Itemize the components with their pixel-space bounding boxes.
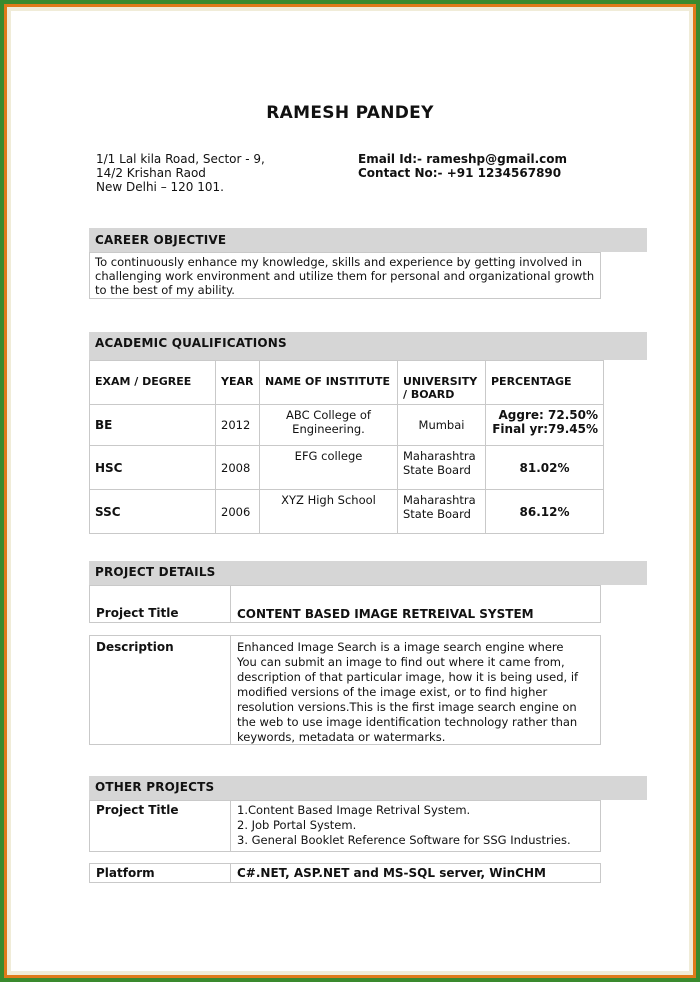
divider xyxy=(230,636,231,744)
platform-label: Platform xyxy=(96,866,155,880)
institute-cell: ABC College of Engineering. xyxy=(260,405,398,446)
table-row xyxy=(90,446,604,490)
career-line: challenging work environment and utilize them for personal and organizational growth xyxy=(95,269,595,283)
address-line: 1/1 Lal kila Road, Sector - 9, xyxy=(96,152,265,166)
project-title-label: Project Title xyxy=(96,606,179,620)
project-title-row xyxy=(89,585,601,623)
board-cell xyxy=(398,490,486,534)
description-line: You can submit an image to find out where it came from, xyxy=(237,655,565,669)
platform-row xyxy=(89,863,601,883)
col-board-header: UNIVERSITY / BOARD xyxy=(398,361,486,405)
list-item: 3. General Booklet Reference Software for SSG Industries. xyxy=(237,833,571,847)
year-cell: 2008 xyxy=(216,446,260,490)
exam-cell: HSC xyxy=(90,446,216,490)
career-line: to the best of my ability. xyxy=(95,283,235,297)
description-line: Enhanced Image Search is a image search engine where xyxy=(237,640,564,654)
percentage-cell: 81.02% xyxy=(486,446,604,490)
description-line: modified versions of the image exist, or to find higher xyxy=(237,685,548,699)
address-block xyxy=(96,152,265,194)
other-projects-list xyxy=(237,803,571,848)
table-header-row xyxy=(90,361,604,405)
col-percentage-header: PERCENTAGE xyxy=(486,361,604,405)
academic-heading: ACADEMIC QUALIFICATIONS xyxy=(89,332,647,360)
platform-value: C#.NET, ASP.NET and MS-SQL server, WinCHM xyxy=(237,866,546,880)
career-line: To continuously enhance my knowledge, skills and experience by getting involved in xyxy=(95,255,583,269)
career-objective-box xyxy=(89,252,601,299)
year-cell: 2012 xyxy=(216,405,260,446)
project-details-heading: PROJECT DETAILS xyxy=(89,561,647,585)
list-item: 2. Job Portal System. xyxy=(237,818,357,832)
email: Email Id:- rameshp@gmail.com xyxy=(358,152,567,166)
exam-cell: BE xyxy=(90,405,216,446)
board-line: Maharashtra xyxy=(403,493,476,507)
year-cell: 2006 xyxy=(216,490,260,534)
address-line: 14/2 Krishan Raod xyxy=(96,166,206,180)
academic-table xyxy=(89,360,604,534)
percentage-cell: 86.12% xyxy=(486,490,604,534)
description-label: Description xyxy=(96,640,174,654)
col-exam-header: EXAM / DEGREE xyxy=(90,361,216,405)
other-projects-heading: OTHER PROJECTS xyxy=(89,776,647,800)
project-title-value: CONTENT BASED IMAGE RETREIVAL SYSTEM xyxy=(237,607,534,621)
percentage-cell xyxy=(486,405,604,446)
divider xyxy=(230,864,231,882)
institute-cell: EFG college xyxy=(260,446,398,490)
percentage-final-year: Final yr:79.45% xyxy=(492,422,598,436)
board-cell xyxy=(398,446,486,490)
description-line: the web to use image identification technology rather than xyxy=(237,715,578,729)
description-text xyxy=(237,640,578,745)
project-description-row xyxy=(89,635,601,745)
table-row xyxy=(90,490,604,534)
col-institute-header: NAME OF INSTITUTE xyxy=(260,361,398,405)
board-cell: Mumbai xyxy=(398,405,486,446)
contact-block xyxy=(358,152,567,180)
board-line: State Board xyxy=(403,507,471,521)
academic-table-wrap xyxy=(89,360,604,534)
board-line: Maharashtra xyxy=(403,449,476,463)
resume-name: RAMESH PANDEY xyxy=(266,103,434,123)
phone: Contact No:- +91 1234567890 xyxy=(358,166,562,180)
divider xyxy=(230,586,231,622)
resume-page xyxy=(11,11,689,971)
inner-border xyxy=(7,7,693,975)
col-year-header: YEAR xyxy=(216,361,260,405)
description-line: resolution versions.This is the first image search engine on xyxy=(237,700,577,714)
description-line: keywords, metadata or watermarks. xyxy=(237,730,446,744)
exam-cell: SSC xyxy=(90,490,216,534)
institute-cell: XYZ High School xyxy=(260,490,398,534)
list-item: 1.Content Based Image Retrival System. xyxy=(237,803,471,817)
career-objective-heading: CAREER OBJECTIVE xyxy=(89,228,647,252)
percentage-aggregate: Aggre: 72.50% xyxy=(498,408,598,422)
board-line: State Board xyxy=(403,463,471,477)
description-line: description of that particular image, how it is being used, if xyxy=(237,670,579,684)
outer-border xyxy=(4,4,696,978)
address-line: New Delhi – 120 101. xyxy=(96,180,224,194)
other-projects-row xyxy=(89,800,601,852)
other-project-title-label: Project Title xyxy=(96,803,179,817)
divider xyxy=(230,801,231,851)
table-row xyxy=(90,405,604,446)
